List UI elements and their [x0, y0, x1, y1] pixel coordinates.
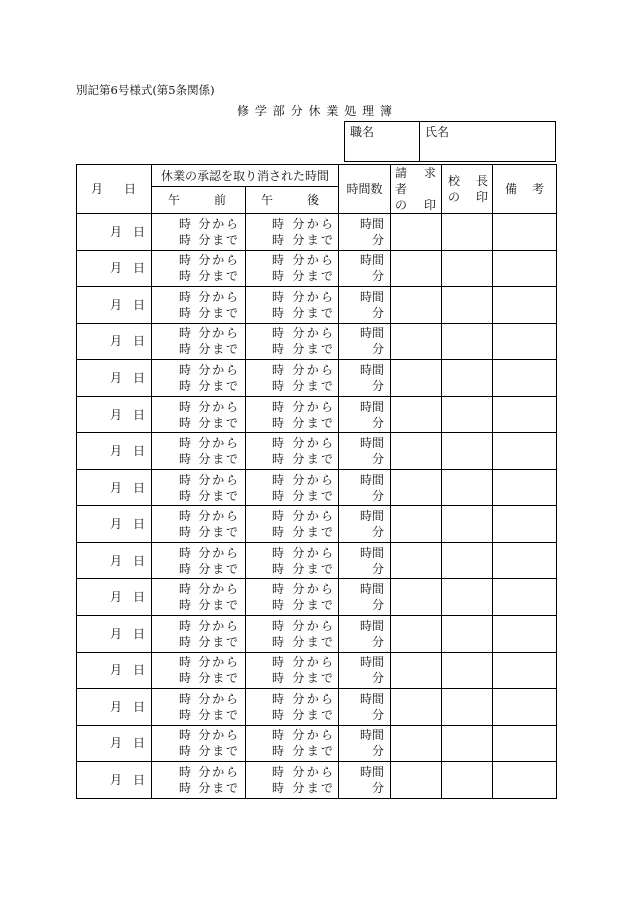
pm-from-text: 時 分から [272, 582, 334, 597]
pm-from-text: 時 分から [272, 216, 334, 231]
requester-seal-cell [391, 396, 442, 433]
date-text: 月 日 [110, 480, 145, 495]
am-to-text: 時 分まで [179, 452, 238, 467]
am-from-text: 時 分から [179, 216, 238, 231]
principal-seal-cell [442, 433, 493, 470]
hours-text: 時間 [360, 582, 385, 597]
requester-seal-cell [391, 506, 442, 543]
pm-to-text: 時 分まで [272, 598, 334, 613]
principal-seal-cell [442, 469, 493, 506]
am-cell [152, 616, 246, 653]
am-to-text: 時 分まで [179, 598, 238, 613]
am-from-text: 時 分から [179, 545, 238, 560]
staff-info-box [344, 121, 556, 162]
pm-cell [246, 616, 339, 653]
pm-cell [246, 287, 339, 324]
pm-to-text: 時 分まで [272, 452, 334, 467]
remarks-cell [493, 323, 557, 360]
date-text: 月 日 [110, 224, 145, 239]
am-cell [152, 433, 246, 470]
am-cell [152, 214, 246, 251]
principal-seal-cell [442, 725, 493, 762]
am-to-text: 時 分まで [179, 671, 238, 686]
date-cell [77, 579, 152, 616]
am-to-text: 時 分まで [179, 415, 238, 430]
table-row [77, 506, 557, 543]
am-cell [152, 469, 246, 506]
hours-cell [339, 214, 391, 251]
am-cell [152, 250, 246, 287]
header-cancelled-time [152, 165, 339, 187]
principal-seal-cell [442, 323, 493, 360]
header-date [77, 165, 152, 214]
am-from-text: 時 分から [179, 691, 238, 706]
header-hours [339, 165, 391, 214]
table-row [77, 469, 557, 506]
date-text: 月 日 [110, 736, 145, 751]
am-cell [152, 542, 246, 579]
requester-seal-cell [391, 287, 442, 324]
am-from-text: 時 分から [179, 764, 238, 779]
hours-text: 時間 [360, 764, 385, 779]
pm-to-text: 時 分まで [272, 488, 334, 503]
remarks-cell [493, 214, 557, 251]
pm-to-text: 時 分まで [272, 342, 334, 357]
hours-cell [339, 579, 391, 616]
hours-cell [339, 542, 391, 579]
am-to-text: 時 分まで [179, 525, 238, 540]
am-to-text: 時 分まで [179, 488, 238, 503]
remarks-cell [493, 287, 557, 324]
date-cell [77, 360, 152, 397]
hours-cell [339, 725, 391, 762]
hours-cell [339, 762, 391, 799]
date-cell [77, 506, 152, 543]
pm-to-text: 時 分まで [272, 378, 334, 393]
pm-to-text: 時 分まで [272, 561, 334, 576]
pm-from-text: 時 分から [272, 691, 334, 706]
date-cell [77, 725, 152, 762]
am-cell [152, 579, 246, 616]
pm-cell [246, 652, 339, 689]
am-from-text: 時 分から [179, 253, 238, 268]
remarks-cell [493, 652, 557, 689]
am-to-text: 時 分まで [179, 269, 238, 284]
minutes-text: 分 [372, 561, 385, 576]
am-from-text: 時 分から [179, 362, 238, 377]
date-text: 月 日 [110, 334, 145, 349]
job-title-label: 職名 [350, 125, 375, 139]
requester-seal-cell [391, 433, 442, 470]
pm-from-text: 時 分から [272, 509, 334, 524]
requester-seal-cell [391, 652, 442, 689]
pm-to-text: 時 分まで [272, 525, 334, 540]
am-from-text: 時 分から [179, 399, 238, 414]
minutes-text: 分 [372, 634, 385, 649]
pm-from-text: 時 分から [272, 618, 334, 633]
pm-to-text: 時 分まで [272, 415, 334, 430]
hours-text: 時間 [360, 289, 385, 304]
hours-cell [339, 396, 391, 433]
am-to-text: 時 分まで [179, 232, 238, 247]
leave-record-table [76, 164, 557, 799]
header-am-label: 午 前 [168, 193, 226, 208]
am-from-text: 時 分から [179, 728, 238, 743]
hours-text: 時間 [360, 509, 385, 524]
am-from-text: 時 分から [179, 582, 238, 597]
am-cell [152, 762, 246, 799]
table-row [77, 323, 557, 360]
am-from-text: 時 分から [179, 509, 238, 524]
remarks-cell [493, 469, 557, 506]
minutes-text: 分 [372, 671, 385, 686]
pm-to-text: 時 分まで [272, 634, 334, 649]
date-text: 月 日 [110, 553, 145, 568]
pm-cell [246, 689, 339, 726]
hours-cell [339, 250, 391, 287]
pm-cell [246, 214, 339, 251]
date-cell [77, 214, 152, 251]
minutes-text: 分 [372, 378, 385, 393]
table-row [77, 360, 557, 397]
date-cell [77, 762, 152, 799]
date-cell [77, 652, 152, 689]
header-principal-seal-top: 校 長 [448, 174, 489, 188]
pm-cell [246, 360, 339, 397]
minutes-text: 分 [372, 488, 385, 503]
hours-text: 時間 [360, 216, 385, 231]
date-text: 月 日 [110, 772, 145, 787]
hours-cell [339, 433, 391, 470]
header-row-1 [77, 165, 557, 187]
date-text: 月 日 [110, 626, 145, 641]
am-to-text: 時 分まで [179, 305, 238, 320]
pm-to-text: 時 分まで [272, 269, 334, 284]
pm-from-text: 時 分から [272, 253, 334, 268]
minutes-text: 分 [372, 525, 385, 540]
am-to-text: 時 分まで [179, 561, 238, 576]
header-hours-label: 時間数 [346, 182, 383, 196]
table-row [77, 250, 557, 287]
minutes-text: 分 [372, 305, 385, 320]
name-label: 氏名 [425, 125, 450, 139]
minutes-text: 分 [372, 452, 385, 467]
minutes-text: 分 [372, 707, 385, 722]
pm-from-text: 時 分から [272, 362, 334, 377]
pm-to-text: 時 分まで [272, 744, 334, 759]
remarks-cell [493, 725, 557, 762]
minutes-text: 分 [372, 342, 385, 357]
pm-to-text: 時 分まで [272, 305, 334, 320]
am-from-text: 時 分から [179, 326, 238, 341]
date-cell [77, 323, 152, 360]
remarks-cell [493, 542, 557, 579]
requester-seal-cell [391, 323, 442, 360]
pm-cell [246, 250, 339, 287]
header-requester-seal-bottom: の 印 [395, 198, 437, 212]
remarks-cell [493, 396, 557, 433]
principal-seal-cell [442, 616, 493, 653]
principal-seal-cell [442, 762, 493, 799]
principal-seal-cell [442, 542, 493, 579]
pm-from-text: 時 分から [272, 764, 334, 779]
hours-text: 時間 [360, 326, 385, 341]
minutes-text: 分 [372, 744, 385, 759]
minutes-text: 分 [372, 269, 385, 284]
date-text: 月 日 [110, 663, 145, 678]
table-row [77, 762, 557, 799]
hours-cell [339, 469, 391, 506]
principal-seal-cell [442, 506, 493, 543]
date-text: 月 日 [110, 297, 145, 312]
header-requester-seal-top: 請 求 者 [395, 166, 437, 196]
remarks-cell [493, 250, 557, 287]
date-cell [77, 287, 152, 324]
pm-to-text: 時 分まで [272, 780, 334, 795]
header-remarks [493, 165, 557, 214]
date-text: 月 日 [110, 261, 145, 276]
am-cell [152, 323, 246, 360]
am-cell [152, 689, 246, 726]
date-text: 月 日 [110, 699, 145, 714]
header-am [152, 187, 246, 214]
pm-from-text: 時 分から [272, 399, 334, 414]
header-date-label: 月 日 [91, 182, 136, 196]
requester-seal-cell [391, 762, 442, 799]
am-cell [152, 725, 246, 762]
pm-to-text: 時 分まで [272, 232, 334, 247]
am-to-text: 時 分まで [179, 342, 238, 357]
pm-cell [246, 762, 339, 799]
requester-seal-cell [391, 542, 442, 579]
am-cell [152, 506, 246, 543]
pm-from-text: 時 分から [272, 655, 334, 670]
header-pm-label: 午 後 [261, 193, 320, 208]
minutes-text: 分 [372, 780, 385, 795]
requester-seal-cell [391, 689, 442, 726]
header-requester-seal [391, 165, 442, 214]
date-text: 月 日 [110, 407, 145, 422]
minutes-text: 分 [372, 232, 385, 247]
job-title-field [345, 122, 420, 161]
principal-seal-cell [442, 250, 493, 287]
pm-cell [246, 323, 339, 360]
remarks-cell [493, 762, 557, 799]
hours-cell [339, 652, 391, 689]
requester-seal-cell [391, 616, 442, 653]
principal-seal-cell [442, 652, 493, 689]
minutes-text: 分 [372, 598, 385, 613]
requester-seal-cell [391, 360, 442, 397]
principal-seal-cell [442, 214, 493, 251]
requester-seal-cell [391, 725, 442, 762]
pm-cell [246, 579, 339, 616]
pm-cell [246, 725, 339, 762]
am-cell [152, 287, 246, 324]
pm-from-text: 時 分から [272, 728, 334, 743]
hours-cell [339, 323, 391, 360]
hours-text: 時間 [360, 472, 385, 487]
form-reference: 別記第6号様式(第5条関係) [76, 83, 215, 97]
am-cell [152, 652, 246, 689]
name-field [420, 122, 555, 161]
table-row [77, 214, 557, 251]
date-text: 月 日 [110, 590, 145, 605]
am-to-text: 時 分まで [179, 634, 238, 649]
pm-from-text: 時 分から [272, 326, 334, 341]
date-cell [77, 469, 152, 506]
hours-text: 時間 [360, 253, 385, 268]
remarks-cell [493, 689, 557, 726]
table-row [77, 616, 557, 653]
hours-cell [339, 616, 391, 653]
am-from-text: 時 分から [179, 472, 238, 487]
remarks-cell [493, 616, 557, 653]
am-to-text: 時 分まで [179, 378, 238, 393]
date-cell [77, 616, 152, 653]
table-row [77, 652, 557, 689]
date-cell [77, 396, 152, 433]
remarks-cell [493, 506, 557, 543]
page-title: 修 学 部 分 休 業 処 理 簿 [237, 104, 392, 118]
hours-text: 時間 [360, 399, 385, 414]
table-row [77, 396, 557, 433]
header-principal-seal [442, 165, 493, 214]
principal-seal-cell [442, 579, 493, 616]
date-cell [77, 433, 152, 470]
pm-to-text: 時 分まで [272, 671, 334, 686]
pm-from-text: 時 分から [272, 545, 334, 560]
am-cell [152, 396, 246, 433]
pm-from-text: 時 分から [272, 436, 334, 451]
hours-text: 時間 [360, 691, 385, 706]
principal-seal-cell [442, 689, 493, 726]
requester-seal-cell [391, 250, 442, 287]
date-text: 月 日 [110, 370, 145, 385]
pm-cell [246, 506, 339, 543]
requester-seal-cell [391, 214, 442, 251]
hours-text: 時間 [360, 728, 385, 743]
am-from-text: 時 分から [179, 436, 238, 451]
hours-text: 時間 [360, 545, 385, 560]
hours-text: 時間 [360, 618, 385, 633]
date-text: 月 日 [110, 444, 145, 459]
am-to-text: 時 分まで [179, 707, 238, 722]
am-to-text: 時 分まで [179, 744, 238, 759]
remarks-cell [493, 579, 557, 616]
table-row [77, 542, 557, 579]
am-from-text: 時 分から [179, 289, 238, 304]
hours-cell [339, 689, 391, 726]
header-principal-seal-bottom: の 印 [448, 190, 489, 204]
am-from-text: 時 分から [179, 618, 238, 633]
minutes-text: 分 [372, 415, 385, 430]
am-cell [152, 360, 246, 397]
pm-to-text: 時 分まで [272, 707, 334, 722]
table-row [77, 579, 557, 616]
hours-text: 時間 [360, 436, 385, 451]
header-cancelled-time-label: 休業の承認を取り消された時間 [161, 168, 330, 183]
table-row [77, 287, 557, 324]
pm-cell [246, 396, 339, 433]
date-cell [77, 250, 152, 287]
remarks-cell [493, 360, 557, 397]
principal-seal-cell [442, 396, 493, 433]
principal-seal-cell [442, 360, 493, 397]
remarks-cell [493, 433, 557, 470]
table-row [77, 689, 557, 726]
pm-cell [246, 469, 339, 506]
date-text: 月 日 [110, 517, 145, 532]
hours-cell [339, 506, 391, 543]
header-pm [246, 187, 339, 214]
header-remarks-label: 備 考 [505, 182, 545, 196]
requester-seal-cell [391, 579, 442, 616]
date-cell [77, 542, 152, 579]
table-row [77, 433, 557, 470]
pm-from-text: 時 分から [272, 472, 334, 487]
am-from-text: 時 分から [179, 655, 238, 670]
am-to-text: 時 分まで [179, 780, 238, 795]
hours-cell [339, 360, 391, 397]
hours-text: 時間 [360, 362, 385, 377]
pm-cell [246, 433, 339, 470]
hours-cell [339, 287, 391, 324]
principal-seal-cell [442, 287, 493, 324]
hours-text: 時間 [360, 655, 385, 670]
requester-seal-cell [391, 469, 442, 506]
table-row [77, 725, 557, 762]
date-cell [77, 689, 152, 726]
pm-cell [246, 542, 339, 579]
pm-from-text: 時 分から [272, 289, 334, 304]
